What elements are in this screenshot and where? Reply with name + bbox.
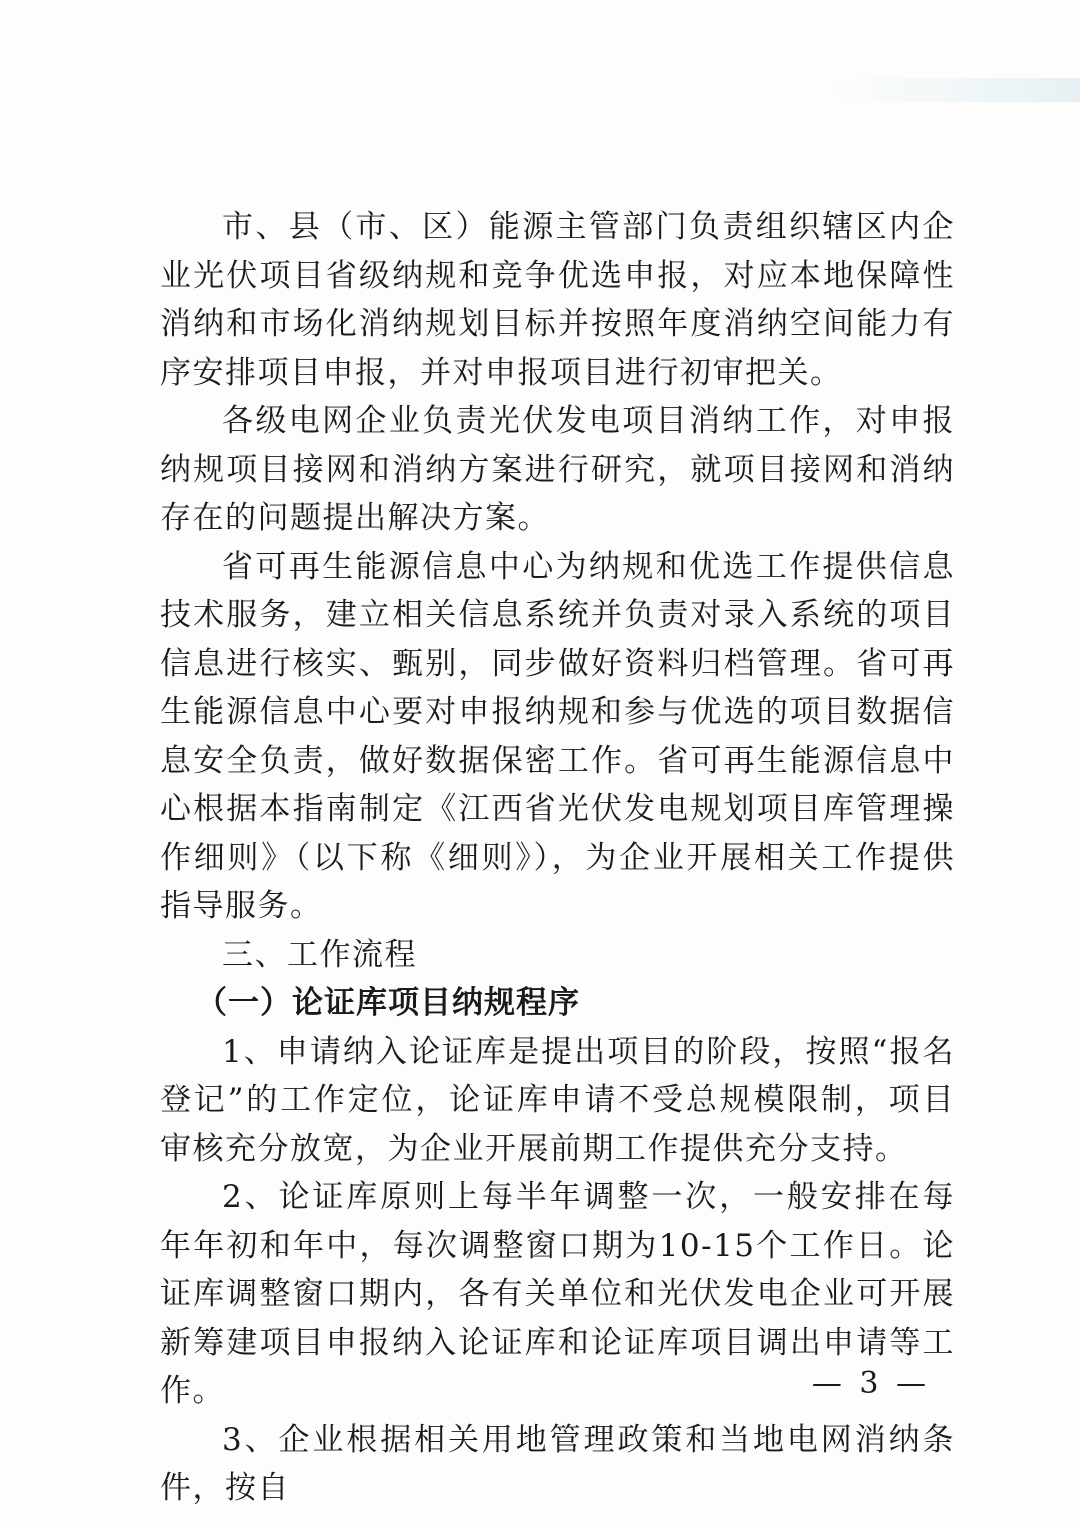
- page-number: — 3 —: [811, 1366, 930, 1401]
- paragraph-grid-companies: 各级电网企业负责光伏发电项目消纳工作，对申报纳规项目接网和消纳方案进行研究，就项目接网和消纳存在的问题提出解决方案。: [160, 403, 955, 536]
- paragraph-county-energy: 市、县（市、区）能源主管部门负责组织辖区内企业光伏项目省级纳规和竞争优选申报，对应本地保障性消纳和市场化消纳规划目标并按照年度消纳空间能力有序安排项目申报，并对申报项目进行初审把关。: [160, 209, 955, 391]
- list-item-1: 1、申请纳入论证库是提出项目的阶段，按照“报名登记”的工作定位，论证库申请不受总规模限制，项目审核充分放宽，为企业开展前期工作提供充分支持。: [160, 1033, 955, 1167]
- subsection-heading: （一）论证库项目纳规程序: [196, 985, 580, 1021]
- section-heading: 三、工作流程: [222, 936, 417, 973]
- paragraph-info-center: 省可再生能源信息中心为纳规和优选工作提供信息技术服务，建立相关信息系统并负责对录入系统的项目信息进行核实、甄别，同步做好资料归档管理。省可再生能源信息中心要对申报纳规和参与优选的项目数据信息安全负责，做好数据保密工作。省可再生能源信息中心根据本指南制定《江西省光伏发电规划项目库管理操作细则》（以下称《细则》），为企业开展相关工作提供指导服务。: [160, 548, 955, 924]
- document-body: [160, 203, 955, 1513]
- scan-artifact: [830, 78, 1080, 102]
- list-item-2: 2、论证库原则上每半年调整一次，一般安排在每年年初和年中，每次调整窗口期为10-15个工作日。论证库调整窗口期内，各有关单位和光伏发电企业可开展新筹建项目申报纳入论证库和论证库项目调出申请等工作。: [160, 1179, 955, 1409]
- list-item-3: 3、企业根据相关用地管理政策和当地电网消纳条件，按自: [160, 1421, 955, 1506]
